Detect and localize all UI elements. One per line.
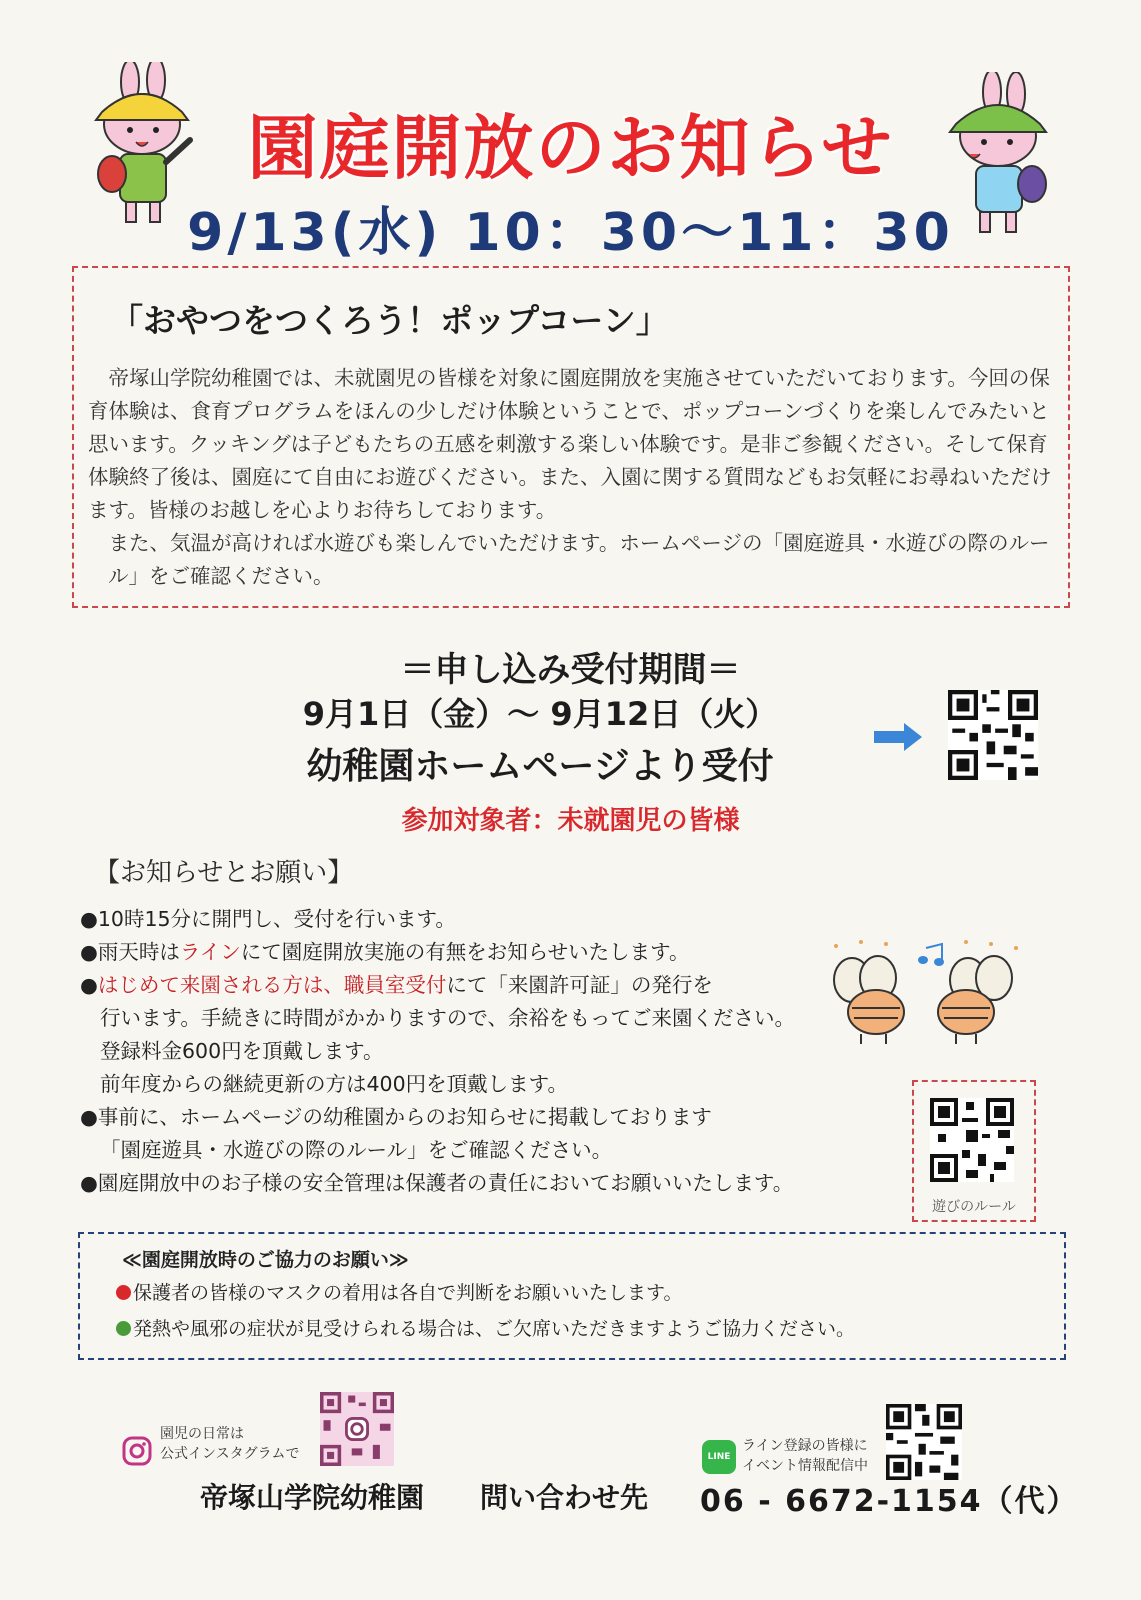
target-audience: [0, 800, 1141, 837]
event-datetime: 9/13(水) 10：30～11：30: [187, 203, 954, 263]
bee-characters-icon: [816, 938, 1036, 1048]
instagram-note-line: 公式インスタグラムで: [160, 1446, 300, 1462]
notice-highlight: はじめて来園される方は、職員室受付: [97, 973, 447, 997]
contact-label: 問い合わせ先: [480, 1481, 649, 1514]
qr-code-icon[interactable]: [886, 1404, 962, 1480]
instagram-note: [160, 1424, 299, 1464]
list-item: [116, 1314, 855, 1341]
cooperation-item: 保護者の皆様のマスクの着用は各自で判断をお願いいたします。: [133, 1282, 683, 1304]
notice-heading: 【お知らせとお願い】: [94, 858, 354, 888]
target-value: 未就園児の皆様: [557, 806, 740, 836]
list-item: 登録料金600円を頂戴します。: [100, 1039, 384, 1063]
list-item: [80, 969, 900, 1002]
line-note: [742, 1436, 868, 1476]
list-item: 行います。手続きに時間がかかりますので、余裕をもってご来園ください。: [100, 1006, 795, 1030]
notice-text: ●雨天時は: [80, 940, 180, 964]
instagram-note-line: 園児の日常は: [160, 1426, 244, 1442]
line-note-line: イベント情報配信中: [742, 1458, 868, 1474]
instagram-icon[interactable]: [122, 1436, 152, 1466]
cooperation-item: 発熱や風邪の症状が見受けられる場合は、ご欠席いただきますようご協力ください。: [133, 1318, 856, 1340]
registration-dates: 9月1日（金）～ 9月12日（火）: [302, 695, 778, 733]
list-item: 「園庭遊具・水遊びの際のルール」をご確認ください。: [100, 1138, 613, 1162]
rules-qr-label: 遊びのルール: [932, 1199, 1016, 1215]
intro-heading: 「おやつをつくろう！ポップコーン」: [110, 301, 669, 340]
notice-list: [80, 903, 900, 1200]
page-title: 園庭開放のお知らせ: [247, 107, 894, 189]
qr-code-icon[interactable]: [320, 1392, 394, 1466]
list-item: ●事前に、ホームページの幼稚園からのお知らせに掲載しております: [80, 1105, 712, 1129]
line-note-line: ライン登録の皆様に: [742, 1438, 868, 1454]
notice-text: ●: [80, 973, 98, 997]
list-item: ●10時15分に開門し、受付を行います。: [80, 907, 456, 931]
cooperation-title: ≪園庭開放時のご協力のお願い≫: [122, 1249, 409, 1271]
list-item: ●園庭開放中のお子様の安全管理は保護者の責任においてお願いいたします。: [80, 1171, 794, 1195]
notice-text: にて「来園許可証」の発行を: [446, 973, 713, 997]
notice-highlight: ライン: [179, 940, 241, 964]
intro-paragraph: 帝塚山学院幼稚園では、未就園児の皆様を対象に園庭開放を実施させていただいております。今回の保育体験は、食育プログラムをほんの少しだけ体験ということで、ポップコーンづくりを楽しんでみたいと思います。クッキングは子どもたちの五感を刺激する楽しい体験です。是非ご参観ください。そして保育体験終了後は、園庭にて自由にお遊びください。また、入園に関する質問などもお気軽にお尋ねいただけます。皆様のお越しを心よりお待ちしております。: [88, 366, 1052, 522]
bullet-dot-icon: [116, 1321, 131, 1336]
line-icon[interactable]: LINE: [702, 1440, 736, 1474]
registration-method: 幼稚園ホームページより受付: [306, 746, 774, 787]
qr-code-icon[interactable]: [948, 690, 1038, 780]
list-item: [116, 1278, 682, 1305]
phone-number[interactable]: 06 - 6672-1154（代）: [700, 1484, 1079, 1519]
intro-body: [88, 362, 1058, 593]
school-name: 帝塚山学院幼稚園: [200, 1481, 425, 1514]
notice-text: にて園庭開放実施の有無をお知らせいたします。: [240, 940, 690, 964]
music-note-icon: [918, 944, 944, 966]
qr-code-icon[interactable]: [930, 1098, 1014, 1182]
arrow-right-icon: [872, 722, 924, 752]
intro-paragraph: また、気温が高ければ水遊びも楽しんでいただけます。ホームページの「園庭遊具・水遊びの際のルール」をご確認ください。: [88, 531, 1050, 588]
registration-title: ＝申し込み受付期間＝: [400, 650, 741, 690]
list-item: [80, 936, 900, 969]
target-label: 参加対象者：: [401, 806, 558, 836]
bullet-dot-icon: [116, 1285, 131, 1300]
list-item: 前年度からの継続更新の方は400円を頂戴します。: [100, 1072, 568, 1096]
